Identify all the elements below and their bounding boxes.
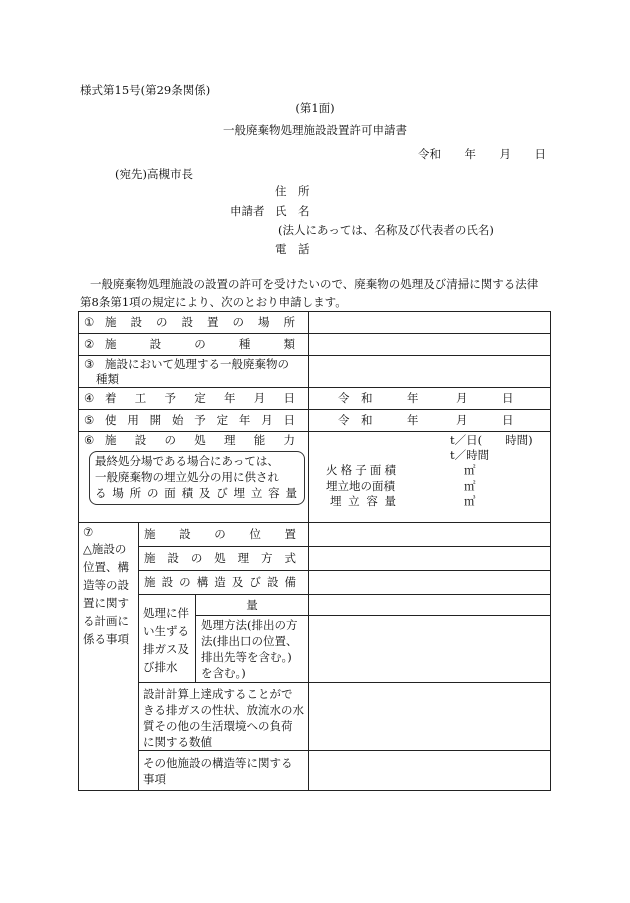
row5-label [105,411,295,429]
applicant-note: (法人にあっては、名称及び代表者の氏名) [278,223,494,237]
date-day: 日 [534,147,546,161]
row7-side-6: 係る事項 [83,632,129,646]
row2-label-text: 施 設 の 種 類 [105,337,295,351]
row7-structure-label [144,573,296,591]
row7-design-1: 設計計算上達成することがで [143,687,293,701]
row6-note-3 [95,484,297,502]
row6-number: ⑥ [84,433,95,447]
row4-era: 令 和 [338,391,373,405]
document-title: 一般廃棄物処理施設設置許可申請書 [223,123,407,137]
date-era: 令和 [418,147,441,161]
row6-volume-text: 埋 立 容 量 [330,494,396,508]
row7-process-label [201,617,308,681]
row5-era: 令 和 [338,413,373,427]
row4-day: 日 [502,391,514,405]
applicant-phone-label: 電 話 [275,242,310,256]
row7-process-2: 法(排出口の位置、 [201,634,298,648]
applicant-name-label: 氏 名 [275,204,310,218]
row4-label [105,389,295,407]
row7-amount-label: 量 [246,598,258,612]
row3-number: ③ [84,357,95,371]
row7-method-text: 施 設 の 処 理 方 式 [144,551,296,565]
row7-number: ⑦ [83,525,94,539]
row5-month: 月 [456,413,468,427]
addressee: (宛先)高槻市長 [115,167,193,181]
row7-process-3: 排出先等を含む。) [201,650,292,664]
date-month: 月 [499,147,511,161]
row1-label-text: 施 設 の 設 置 の 場 所 [105,315,295,329]
row1-label [105,313,295,331]
row6-note-3-text: る 場 所 の 面 積 及 び 埋 立 容 量 [95,486,297,500]
row6-label-text: 施 設 の 処 理 能 力 [105,433,295,447]
row7-other-label [143,755,308,787]
row6-area-label: 埋立地の面積 [326,479,395,493]
row4-month: 月 [456,391,468,405]
date-year: 年 [464,147,476,161]
row7-other-1: その他施設の構造等に関する [143,756,293,770]
row5-label-text: 使 用 開 始 予 定 年 月 日 [105,413,295,427]
row5-year: 年 [407,413,419,427]
row2-number: ② [84,337,95,351]
row7-design-2: きる排ガスの性状、放流水の水 [143,703,304,717]
row6-volume-unit: ㎥ [464,494,476,508]
row6-label [105,431,295,449]
row7-exhaust-4: び排水 [143,660,178,674]
row6-note-1: 最終処分場である場合にあっては、 [95,454,279,468]
applicant-address-label: 住 所 [275,184,310,198]
row7-design-3: 質その他の生活環境への負荷 [143,719,293,733]
row7-exhaust-1: 処理に伴 [143,606,189,620]
form-number: 様式第15号(第29条関係) [80,83,211,97]
row6-volume-label [330,492,396,510]
row7-design-4: に関する数値 [143,735,212,749]
row7-exhaust-side [143,604,195,676]
row7-exhaust-3: 排ガス及 [143,642,189,656]
row7-exhaust-2: い生ずる [143,624,189,638]
intro-line-2: 第8条第1項の規定により、次のとおり申請します。 [80,295,347,309]
row3-label-2: 種類 [96,372,119,386]
row7-position-label [144,525,296,543]
page-label: (第1面) [295,101,335,115]
row5-number: ⑤ [84,413,95,427]
applicant-role-label: 申請者 [230,204,265,218]
row3-label: 施設において処理する一般廃棄物の [105,357,289,371]
row7-process-4: を含む。) [201,666,246,680]
row4-year: 年 [407,391,419,405]
row7-side-3: 造等の設 [83,578,129,592]
row7-side-4: 置に関す [83,596,129,610]
row6-capacity-day: t／日( 時間) [450,433,533,447]
row7-side-5: る計画に [83,614,129,628]
row4-number: ④ [84,391,95,405]
row7-other-2: 事項 [143,772,166,786]
row7-process-1: 処理方法(排出の方 [201,618,298,632]
row7-side-2: 位置、構 [83,560,129,574]
row7-position-text: 施 設 の 位 置 [144,527,296,541]
row4-label-text: 着 工 予 定 年 月 日 [105,391,295,405]
date-line [418,146,546,162]
row7-structure-text: 施 設 の 構 造 及 び 設 備 [144,575,296,589]
row2-label [105,335,295,353]
row1-number: ① [84,315,95,329]
intro-line-1: 一般廃棄物処理施設の設置の許可を受けたいので、廃棄物の処理及び清掃に関する法律 [90,277,539,291]
row6-capacity-hour: t／時間 [450,448,490,462]
row7-side-1: △施設の [83,542,127,556]
row5-day: 日 [502,413,514,427]
row6-grate-text: 火 格 子 面 積 [326,463,396,477]
row7-design-label [143,686,308,750]
row6-area-unit: ㎡ [464,479,476,493]
row6-note-2: 一般廃棄物の埋立処分の用に供され [95,470,279,484]
row7-side-label [83,540,137,648]
row6-grate-unit: ㎡ [464,463,476,477]
row7-method-label [144,549,296,567]
